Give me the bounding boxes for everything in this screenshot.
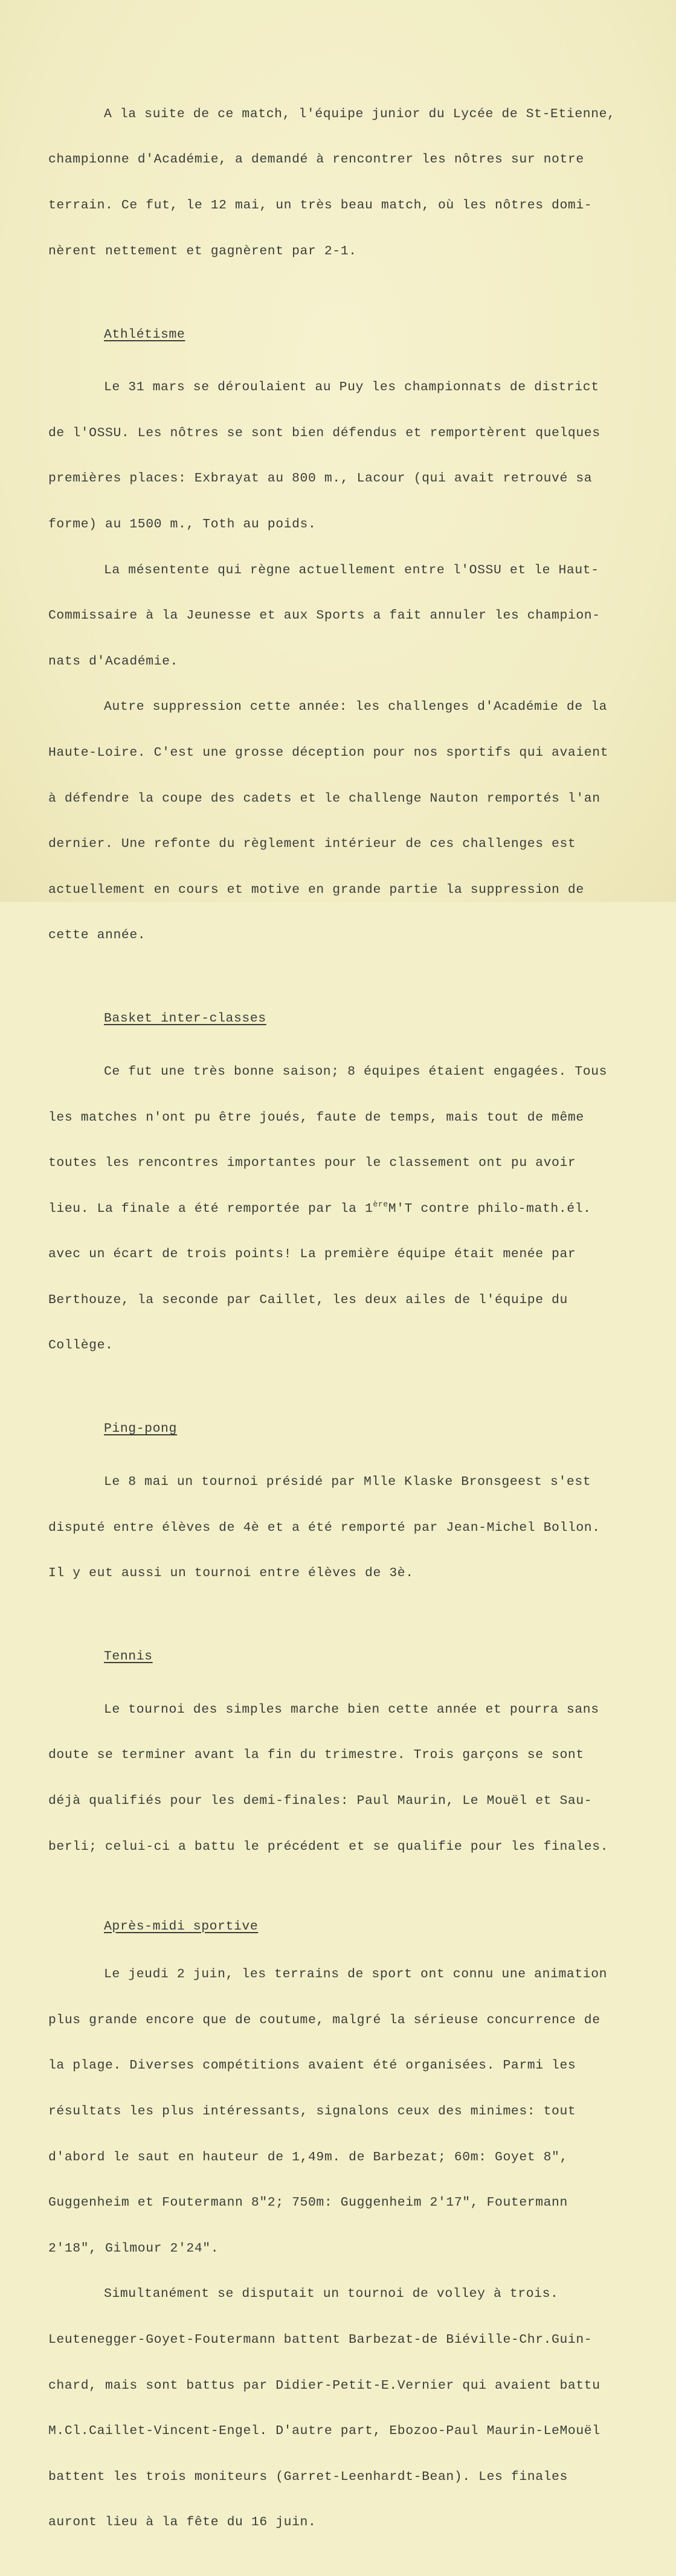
section-heading-athletisme (48, 327, 665, 343)
text-line: forme) au 1500 m., Toth au poids. (48, 517, 317, 532)
text-line: auront lieu à la fête du 16 juin. (48, 2515, 317, 2530)
text-segment: lieu. La finale a été remportée par la (48, 1201, 365, 1216)
text-line: premières places: Exbrayat au 800 m., Lacour (qui avait retrouvé sa (48, 471, 593, 486)
text-line: actuellement en cours et motive en grande partie la suppression de (48, 882, 584, 897)
heading-text: Basket inter-classes (104, 1011, 266, 1026)
text-segment: M'T contre philo-math.él. (388, 1201, 591, 1216)
text-line: M.Cl.Caillet-Vincent-Engel. D'autre part, Ebozoo-Paul Maurin-LeMouël (48, 2424, 600, 2439)
text-line: A la suite de ce match, l'équipe junior du Lycée de St-Etienne, (104, 106, 616, 121)
section-heading-pingpong (48, 1422, 665, 1437)
text-line: 2'18", Gilmour 2'24". (48, 2241, 219, 2256)
page-body (48, 46, 665, 2576)
text-line: championne d'Académie, a demandé à rencontrer les nôtres sur notre (48, 152, 584, 167)
text-line: Berthouze, la seconde par Caillet, les deux ailes de l'équipe du (48, 1292, 568, 1307)
section-heading-basket (48, 1011, 665, 1026)
heading-text: Athlétisme (104, 327, 185, 342)
text-line (48, 1199, 665, 1217)
text-line: d'abord le saut en hauteur de 1,49m. de Barbezat; 60m: Goyet 8", (48, 2149, 568, 2165)
text-line: doute se terminer avant la fin du trimestre. Trois garçons se sont (48, 1748, 584, 1763)
text-line: à défendre la coupe des cadets et le challenge Nauton remportés l'an (48, 791, 600, 806)
text-line: Leutenegger-Goyet-Foutermann battent Barbezat-de Biéville-Chr.Guin- (48, 2332, 593, 2347)
text-line: disputé entre élèves de 4è et a été remporté par Jean-Michel Bollon. (48, 1520, 600, 1535)
text-line: Autre suppression cette année: les challenges d'Académie de la (104, 700, 608, 715)
heading-text: Tennis (104, 1649, 153, 1664)
text-line: la plage. Diverses compétitions avaient été organisées. Parmi les (48, 2058, 576, 2073)
text-line: toutes les rencontres importantes pour le classement ont pu avoir (48, 1156, 576, 1171)
text-line: chard, mais sont battus par Didier-Petit-E.Vernier qui avaient battu (48, 2378, 600, 2393)
text-line: Ce fut une très bonne saison; 8 équipes étaient engagées. Tous (104, 1064, 608, 1079)
heading-text: Ping-pong (104, 1422, 177, 1437)
text-line: plus grande encore que de coutume, malgré la sérieuse concurrence de (48, 2012, 600, 2027)
section-heading-tennis (48, 1649, 665, 1664)
text-line: Il y eut aussi un tournoi entre élèves de 3è. (48, 1566, 414, 1581)
heading-text: Après-midi sportive (104, 1919, 259, 1934)
text-line: Le jeudi 2 juin, les terrains de sport ont connu une animation (104, 1967, 608, 1982)
ordinal-number: 1 (365, 1201, 373, 1216)
text-line: avec un écart de trois points! La première équipe était menée par (48, 1247, 576, 1262)
text-line: résultats les plus intéressants, signalons ceux des minimes: tout (48, 2104, 576, 2119)
text-line: cette année. (48, 928, 146, 943)
text-line: déjà qualifiés pour les demi-finales: Paul Maurin, Le Mouël et Sau- (48, 1794, 593, 1809)
text-line: La mésentente qui règne actuellement entre l'OSSU et le Haut- (104, 562, 599, 578)
text-line: Haute-Loire. C'est une grosse déception pour nos sportifs qui avaient (48, 745, 609, 760)
text-line: berli; celui-ci a battu le précédent et se qualifie pour les finales. (48, 1839, 609, 1854)
text-line: Commissaire à la Jeunesse et aux Sports a fait annuler les champion- (48, 608, 600, 623)
text-line: de l'OSSU. Les nôtres se sont bien défendus et remportèrent quelques (48, 425, 600, 440)
text-line: Le tournoi des simples marche bien cette année et pourra sans (104, 1702, 599, 1717)
text-line: terrain. Ce fut, le 12 mai, un très beau match, où les nôtres domi- (48, 198, 593, 213)
text-line: Le 31 mars se déroulaient au Puy les championnats de district (104, 380, 599, 395)
ordinal-superscript: ère (373, 1199, 388, 1209)
text-line: dernier. Une refonte du règlement intérieur de ces challenges est (48, 837, 576, 852)
text-line: nèrent nettement et gagnèrent par 2-1. (48, 243, 357, 259)
text-line: battent les trois moniteurs (Garret-Leenhardt-Bean). Les finales (48, 2469, 568, 2484)
text-line: Collège. (48, 1338, 114, 1353)
text-line: Le 8 mai un tournoi présidé par Mlle Klaske Bronsgeest s'est (104, 1475, 591, 1490)
text-line: Simultanément se disputait un tournoi de volley à trois. (104, 2287, 559, 2302)
section-heading-apres-midi (48, 1919, 665, 1934)
text-line: les matches n'ont pu être joués, faute de temps, mais tout de même (48, 1110, 584, 1125)
text-line: nats d'Académie. (48, 654, 178, 669)
text-line: Guggenheim et Foutermann 8"2; 750m: Guggenheim 2'17", Foutermann (48, 2195, 568, 2211)
